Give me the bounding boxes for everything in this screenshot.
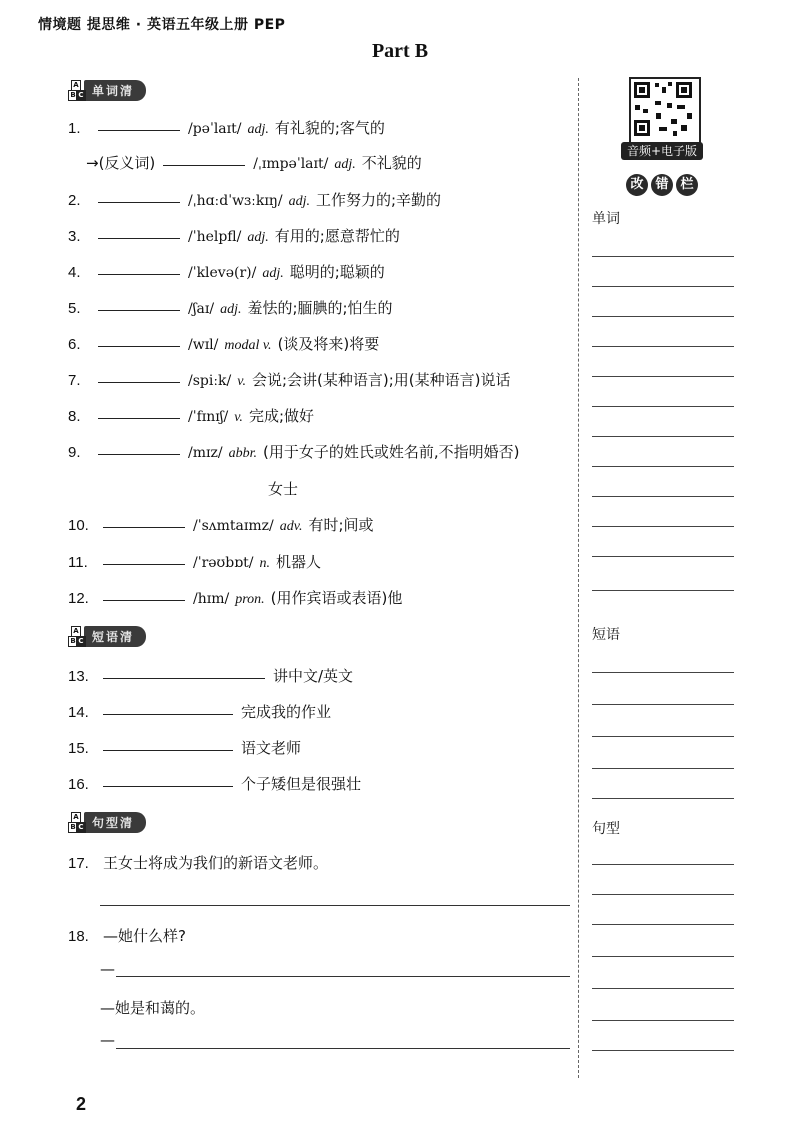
sentence-q18: 18. —她什么样? [68, 927, 186, 945]
correction-line[interactable] [592, 736, 734, 737]
abc-icon: A B C [68, 812, 82, 832]
sidebar-sentences-label: 句型 [592, 821, 620, 837]
phrase-row: 15. 语文老师 [68, 739, 302, 757]
word-row: →(反义词) /ˌɪmpəˈlaɪt/ adj. 不礼貌的 [86, 154, 422, 172]
page-number: 2 [76, 1094, 87, 1114]
abc-icon: A B C [68, 80, 82, 100]
answer-line[interactable] [116, 976, 570, 977]
word-row: 10. /ˈsʌmtaɪmz/ adv. 有时;间或 [68, 516, 374, 534]
answer-blank[interactable] [98, 201, 180, 203]
word-row: 8. /ˈfɪnɪʃ/ v. 完成;做好 [68, 407, 314, 425]
word-row: 2. /ˌhɑːdˈwɜːkɪŋ/ adj. 工作努力的;辛勤的 [68, 191, 442, 209]
answer-blank[interactable] [103, 785, 233, 787]
correction-line[interactable] [592, 436, 734, 437]
correction-line[interactable] [592, 556, 734, 557]
word-row: 12. /hɪm/ pron. (用作宾语或表语)他 [68, 589, 403, 607]
correction-line[interactable] [592, 864, 734, 865]
correction-line[interactable] [592, 376, 734, 377]
answer-blank[interactable] [103, 677, 265, 679]
abc-icon: A B C [68, 626, 82, 646]
qr-label: 音频+电子版 [621, 142, 703, 160]
word-row: 7. /spiːk/ v. 会说;会讲(某种语言);用(某种语言)说话 [68, 371, 511, 389]
correction-line[interactable] [592, 406, 734, 407]
phrase-row: 16. 个子矮但是很强壮 [68, 775, 362, 793]
answer-blank[interactable] [98, 309, 180, 311]
dialogue-line: —她是和蔼的。 [100, 999, 206, 1017]
section-label: 短语清 [84, 626, 146, 647]
answer-blank[interactable] [103, 563, 185, 565]
correction-line[interactable] [592, 346, 734, 347]
correction-line[interactable] [592, 286, 734, 287]
sidebar-words-label: 单词 [592, 211, 620, 227]
sentence-q17: 17. 王女士将成为我们的新语文老师。 [68, 854, 329, 872]
section-badge-words [68, 80, 146, 100]
correction-line[interactable] [592, 988, 734, 989]
correction-line[interactable] [592, 956, 734, 957]
answer-blank[interactable] [103, 713, 233, 715]
book-header: 情境题 提思维 · 英语五年级上册 PEP [38, 17, 286, 33]
correction-column-title: 改 错 栏 [626, 174, 698, 196]
word-row: 11. /ˈrəʊbɒt/ n. 机器人 [68, 553, 322, 571]
correction-line[interactable] [592, 798, 734, 799]
section-label: 句型清 [84, 812, 146, 833]
answer-blank[interactable] [103, 749, 233, 751]
phrase-row: 14. 完成我的作业 [68, 703, 332, 721]
word-row-continued: 女士 [268, 480, 299, 498]
correction-line[interactable] [592, 526, 734, 527]
answer-blank[interactable] [98, 453, 180, 455]
answer-line[interactable] [100, 905, 570, 906]
correction-line[interactable] [592, 924, 734, 925]
section-badge-phrases [68, 626, 146, 646]
dialogue-dash: — [100, 960, 115, 978]
word-row: 9. /mɪz/ abbr. (用于女子的姓氏或姓名前,不指明婚否) [68, 443, 520, 461]
word-row: 4. /ˈklevə(r)/ adj. 聪明的;聪颖的 [68, 263, 385, 281]
answer-blank[interactable] [98, 345, 180, 347]
part-title: Part B [371, 40, 429, 62]
sidebar-phrases-label: 短语 [592, 627, 620, 643]
word-row: 6. /wɪl/ modal v. (谈及将来)将要 [68, 335, 380, 353]
correction-line[interactable] [592, 256, 734, 257]
answer-blank[interactable] [98, 273, 180, 275]
answer-blank[interactable] [103, 526, 185, 528]
correction-line[interactable] [592, 672, 734, 673]
section-badge-sentences [68, 812, 146, 832]
dialogue-dash: — [100, 1031, 115, 1049]
answer-blank[interactable] [103, 599, 185, 601]
answer-line[interactable] [116, 1048, 570, 1049]
correction-line[interactable] [592, 466, 734, 467]
correction-line[interactable] [592, 894, 734, 895]
correction-line[interactable] [592, 704, 734, 705]
word-row: 5. /ʃaɪ/ adj. 羞怯的;腼腆的;怕生的 [68, 299, 393, 317]
word-row: 3. /ˈhelpfl/ adj. 有用的;愿意帮忙的 [68, 227, 400, 245]
correction-line[interactable] [592, 496, 734, 497]
section-label: 单词清 [84, 80, 146, 101]
word-row: 1. /pəˈlaɪt/ adj. 有礼貌的;客气的 [68, 119, 385, 137]
phrase-row: 13. 讲中文/英文 [68, 667, 354, 685]
answer-blank[interactable] [98, 129, 180, 131]
answer-blank[interactable] [98, 417, 180, 419]
answer-blank[interactable] [98, 381, 180, 383]
correction-line[interactable] [592, 1050, 734, 1051]
correction-line[interactable] [592, 768, 734, 769]
correction-line[interactable] [592, 590, 734, 591]
answer-blank[interactable] [163, 164, 245, 166]
correction-line[interactable] [592, 1020, 734, 1021]
correction-line[interactable] [592, 316, 734, 317]
qr-code-icon[interactable] [629, 77, 701, 145]
column-divider [578, 78, 579, 1078]
answer-blank[interactable] [98, 237, 180, 239]
